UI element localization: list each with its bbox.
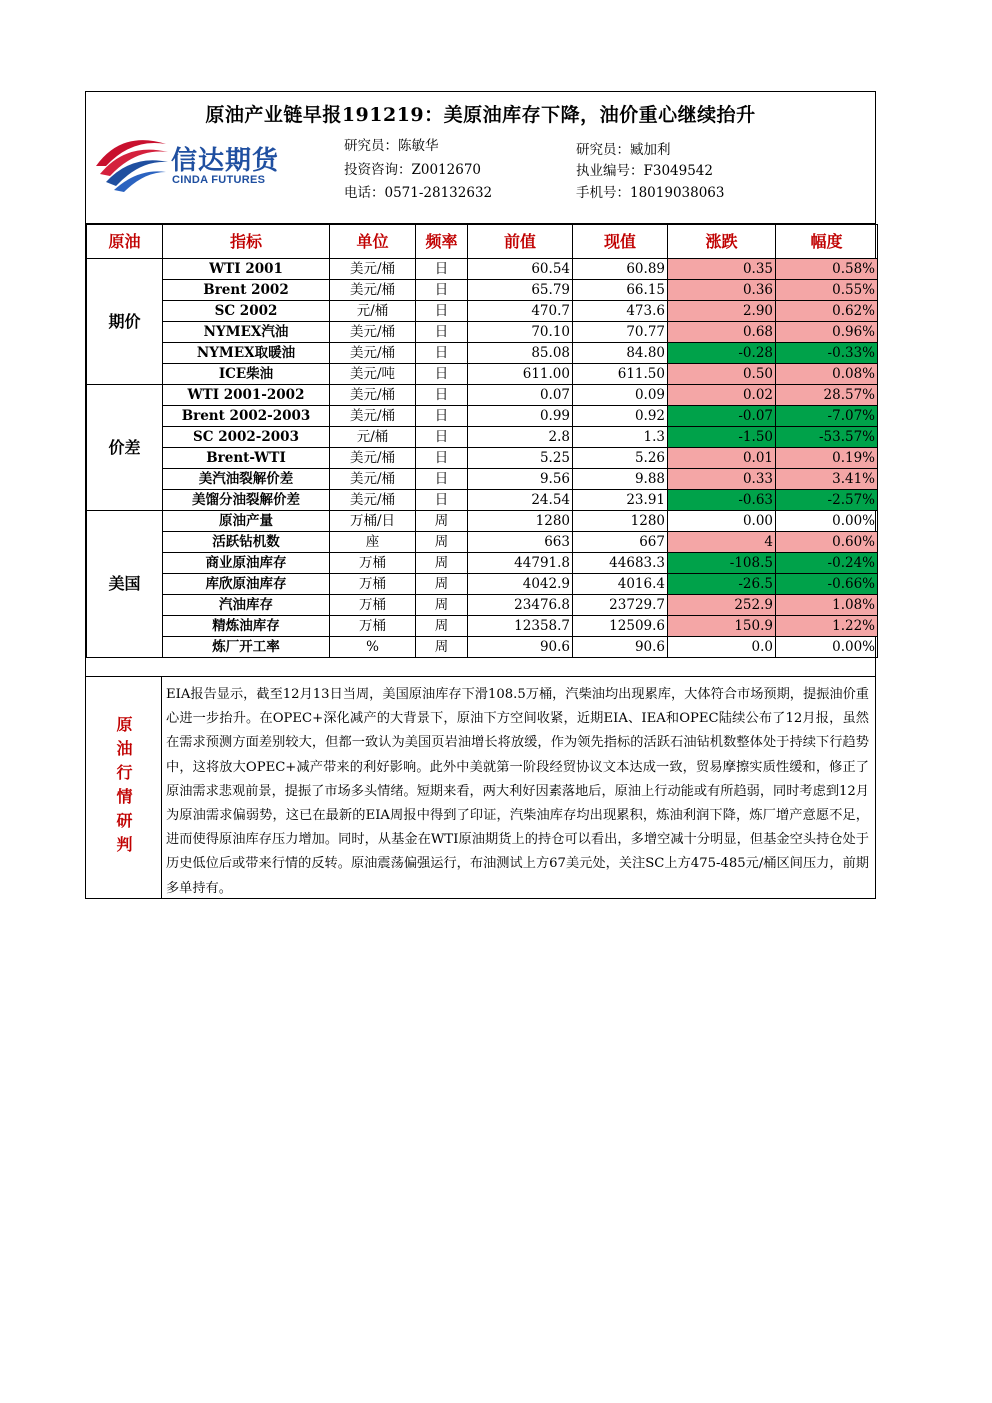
previous-value: 2.8	[468, 427, 573, 448]
group-label: 期价	[87, 259, 163, 385]
frequency-cell: 日	[416, 385, 468, 406]
change-value: 0.00	[668, 511, 776, 532]
analysis-section	[86, 676, 875, 898]
header-cell: 前值	[468, 225, 573, 259]
change-value: 0.36	[668, 280, 776, 301]
table-row	[87, 343, 878, 364]
indicator-name: NYMEX取暖油	[163, 343, 330, 364]
header-cell: 指标	[163, 225, 330, 259]
previous-value: 24.54	[468, 490, 573, 511]
table-row	[87, 616, 878, 637]
current-value: 12509.6	[573, 616, 668, 637]
company-logo	[92, 136, 292, 192]
change-value: 0.68	[668, 322, 776, 343]
previous-value: 470.7	[468, 301, 573, 322]
unit-cell: 万桶	[330, 595, 416, 616]
change-value: 4	[668, 532, 776, 553]
analyst-right-phone: 手机号：18019038063	[576, 185, 725, 201]
change-percent: 0.19%	[776, 448, 878, 469]
indicator-name: 美馏分油裂解价差	[163, 490, 330, 511]
change-percent: 0.00%	[776, 511, 878, 532]
current-value: 4016.4	[573, 574, 668, 595]
table-row	[87, 448, 878, 469]
indicator-name: 精炼油库存	[163, 616, 330, 637]
change-value: 0.02	[668, 385, 776, 406]
change-percent: 0.58%	[776, 259, 878, 280]
header-cell: 频率	[416, 225, 468, 259]
header-cell: 幅度	[776, 225, 878, 259]
previous-value: 44791.8	[468, 553, 573, 574]
cinda-swoosh-icon	[92, 136, 170, 192]
change-value: -108.5	[668, 553, 776, 574]
change-value: 150.9	[668, 616, 776, 637]
current-value: 1.3	[573, 427, 668, 448]
change-percent: -0.33%	[776, 343, 878, 364]
change-value: 0.33	[668, 469, 776, 490]
report-header	[86, 92, 875, 224]
change-percent: 1.08%	[776, 595, 878, 616]
table-row	[87, 280, 878, 301]
analyst-left-license: 投资咨询：Z0012670	[344, 162, 482, 178]
table-row	[87, 490, 878, 511]
previous-value: 1280	[468, 511, 573, 532]
table-row	[87, 259, 878, 280]
change-value: 0.01	[668, 448, 776, 469]
header-cell: 原油	[87, 225, 163, 259]
unit-cell: 美元/桶	[330, 280, 416, 301]
group-label: 美国	[87, 511, 163, 658]
table-row	[87, 553, 878, 574]
change-value: 0.50	[668, 364, 776, 385]
previous-value: 5.25	[468, 448, 573, 469]
indicator-name: 汽油库存	[163, 595, 330, 616]
frequency-cell: 日	[416, 448, 468, 469]
current-value: 9.88	[573, 469, 668, 490]
frequency-cell: 日	[416, 322, 468, 343]
change-percent: 0.08%	[776, 364, 878, 385]
previous-value: 611.00	[468, 364, 573, 385]
header-cell: 单位	[330, 225, 416, 259]
unit-cell: 万桶/日	[330, 511, 416, 532]
indicator-name: SC 2002	[163, 301, 330, 322]
previous-value: 12358.7	[468, 616, 573, 637]
indicator-name: WTI 2001-2002	[163, 385, 330, 406]
change-value: -0.28	[668, 343, 776, 364]
table-row	[87, 511, 878, 532]
unit-cell: 美元/桶	[330, 406, 416, 427]
table-header-row	[87, 225, 878, 259]
frequency-cell: 日	[416, 364, 468, 385]
indicator-name: 活跃钻机数	[163, 532, 330, 553]
change-value: -0.07	[668, 406, 776, 427]
report-frame	[85, 91, 876, 899]
current-value: 90.6	[573, 637, 668, 658]
current-value: 611.50	[573, 364, 668, 385]
table-row	[87, 595, 878, 616]
frequency-cell: 日	[416, 469, 468, 490]
unit-cell: 美元/桶	[330, 343, 416, 364]
change-percent: 0.96%	[776, 322, 878, 343]
unit-cell: 座	[330, 532, 416, 553]
previous-value: 65.79	[468, 280, 573, 301]
current-value: 473.6	[573, 301, 668, 322]
unit-cell: 万桶	[330, 574, 416, 595]
change-value: 2.90	[668, 301, 776, 322]
current-value: 44683.3	[573, 553, 668, 574]
analysis-title-cell	[86, 677, 162, 898]
table-row	[87, 364, 878, 385]
unit-cell: 美元/桶	[330, 322, 416, 343]
unit-cell: 美元/桶	[330, 469, 416, 490]
unit-cell: 美元/吨	[330, 364, 416, 385]
table-row	[87, 637, 878, 658]
logo-english: CINDA FUTURES	[172, 174, 266, 186]
previous-value: 85.08	[468, 343, 573, 364]
change-value: 252.9	[668, 595, 776, 616]
frequency-cell: 周	[416, 511, 468, 532]
frequency-cell: 周	[416, 553, 468, 574]
group-label: 价差	[87, 385, 163, 511]
current-value: 1280	[573, 511, 668, 532]
indicator-name: 美汽油裂解价差	[163, 469, 330, 490]
change-percent: -53.57%	[776, 427, 878, 448]
frequency-cell: 周	[416, 574, 468, 595]
table-row	[87, 574, 878, 595]
frequency-cell: 周	[416, 595, 468, 616]
change-percent: 28.57%	[776, 385, 878, 406]
change-value: 0.0	[668, 637, 776, 658]
current-value: 667	[573, 532, 668, 553]
table-row	[87, 532, 878, 553]
table-row	[87, 406, 878, 427]
frequency-cell: 日	[416, 406, 468, 427]
change-percent: 0.62%	[776, 301, 878, 322]
frequency-cell: 日	[416, 490, 468, 511]
frequency-cell: 日	[416, 259, 468, 280]
frequency-cell: 日	[416, 343, 468, 364]
current-value: 23729.7	[573, 595, 668, 616]
unit-cell: 万桶	[330, 553, 416, 574]
table-row	[87, 322, 878, 343]
previous-value: 70.10	[468, 322, 573, 343]
change-value: -26.5	[668, 574, 776, 595]
frequency-cell: 周	[416, 532, 468, 553]
previous-value: 663	[468, 532, 573, 553]
indicator-name: WTI 2001	[163, 259, 330, 280]
analyst-right-name: 研究员：臧加利	[576, 142, 671, 158]
indicator-name: SC 2002-2003	[163, 427, 330, 448]
header-cell: 涨跌	[668, 225, 776, 259]
unit-cell: 美元/桶	[330, 490, 416, 511]
table-row	[87, 385, 878, 406]
frequency-cell: 日	[416, 427, 468, 448]
frequency-cell: 周	[416, 616, 468, 637]
frequency-cell: 周	[416, 637, 468, 658]
frequency-cell: 日	[416, 301, 468, 322]
table-body	[87, 259, 878, 658]
change-percent: -0.24%	[776, 553, 878, 574]
logo-chinese: 信达期货	[171, 146, 280, 176]
unit-cell: 元/桶	[330, 301, 416, 322]
analyst-left-name: 研究员：陈敏华	[344, 138, 439, 154]
table-row	[87, 301, 878, 322]
indicator-name: 库欣原油库存	[163, 574, 330, 595]
current-value: 0.09	[573, 385, 668, 406]
table-row	[87, 469, 878, 490]
change-value: -1.50	[668, 427, 776, 448]
current-value: 60.89	[573, 259, 668, 280]
current-value: 23.91	[573, 490, 668, 511]
previous-value: 4042.9	[468, 574, 573, 595]
unit-cell: 美元/桶	[330, 259, 416, 280]
previous-value: 9.56	[468, 469, 573, 490]
change-percent: 1.22%	[776, 616, 878, 637]
change-value: 0.35	[668, 259, 776, 280]
unit-cell: 美元/桶	[330, 448, 416, 469]
change-percent: -7.07%	[776, 406, 878, 427]
analysis-text: EIA报告显示，截至12月13日当周，美国原油库存下滑108.5万桶，汽柴油均出现累库，大体符合市场预期，提振油价重心进一步抬升。在OPEC+深化减产的大背景下，原油下方空间收紧，近期EIA、IEA和OPEC陆续公布了12月报，虽然在需求预测方面差别较大，但都一致认为美国页岩油增长将放缓，作为领先指标的活跃石油钻机数整体处于持续下行趋势中，这将放大OPEC+减产带来的利好影响。此外中美就第一阶段经贸协议文本达成一致，贸易摩擦实质性缓和，修正了原油需求悲观前景，提振了市场多头情绪。短期来看，两大利好因素落地后，原油上行动能或有所趋弱，同时考虑到12月为原油需求偏弱势，这已在最新的EIA周报中得到了印证，汽柴油库存均出现累积，炼油利润下降，炼厂增产意愿不足，进而使得原油库存压力增加。同时，从基金在WTI原油期货上的持仓可以看出，多增空减十分明显，但基金空头持仓处于历史低位后或带来行情的反转。原油震荡偏强运行，布油测试上方67美元处，关注SC上方475-485元/桶区间压力，前期多单持有。	[166, 687, 869, 896]
current-value: 66.15	[573, 280, 668, 301]
change-percent: 0.55%	[776, 280, 878, 301]
previous-value: 0.07	[468, 385, 573, 406]
unit-cell: 万桶	[330, 616, 416, 637]
indicator-name: 原油产量	[163, 511, 330, 532]
analysis-title: 原油行情研判	[114, 715, 133, 860]
previous-value: 60.54	[468, 259, 573, 280]
current-value: 70.77	[573, 322, 668, 343]
indicator-name: 炼厂开工率	[163, 637, 330, 658]
indicator-name: 商业原油库存	[163, 553, 330, 574]
frequency-cell: 日	[416, 280, 468, 301]
indicator-name: Brent 2002-2003	[163, 406, 330, 427]
change-value: -0.63	[668, 490, 776, 511]
previous-value: 0.99	[468, 406, 573, 427]
indicator-table	[86, 224, 878, 658]
current-value: 5.26	[573, 448, 668, 469]
analyst-right-license: 执业编号：F3049542	[576, 163, 713, 179]
change-percent: -2.57%	[776, 490, 878, 511]
change-percent: 3.41%	[776, 469, 878, 490]
current-value: 0.92	[573, 406, 668, 427]
previous-value: 23476.8	[468, 595, 573, 616]
indicator-name: Brent-WTI	[163, 448, 330, 469]
current-value: 84.80	[573, 343, 668, 364]
unit-cell: %	[330, 637, 416, 658]
change-percent: 0.60%	[776, 532, 878, 553]
indicator-name: Brent 2002	[163, 280, 330, 301]
unit-cell: 美元/桶	[330, 385, 416, 406]
analyst-left-phone: 电话：0571-28132632	[344, 185, 493, 201]
change-percent: 0.00%	[776, 637, 878, 658]
unit-cell: 元/桶	[330, 427, 416, 448]
indicator-name: ICE柴油	[163, 364, 330, 385]
indicator-name: NYMEX汽油	[163, 322, 330, 343]
table-row	[87, 427, 878, 448]
change-percent: -0.66%	[776, 574, 878, 595]
report-title: 原油产业链早报191219：美原油库存下降，油价重心继续抬升	[205, 104, 756, 126]
header-cell: 现值	[573, 225, 668, 259]
previous-value: 90.6	[468, 637, 573, 658]
